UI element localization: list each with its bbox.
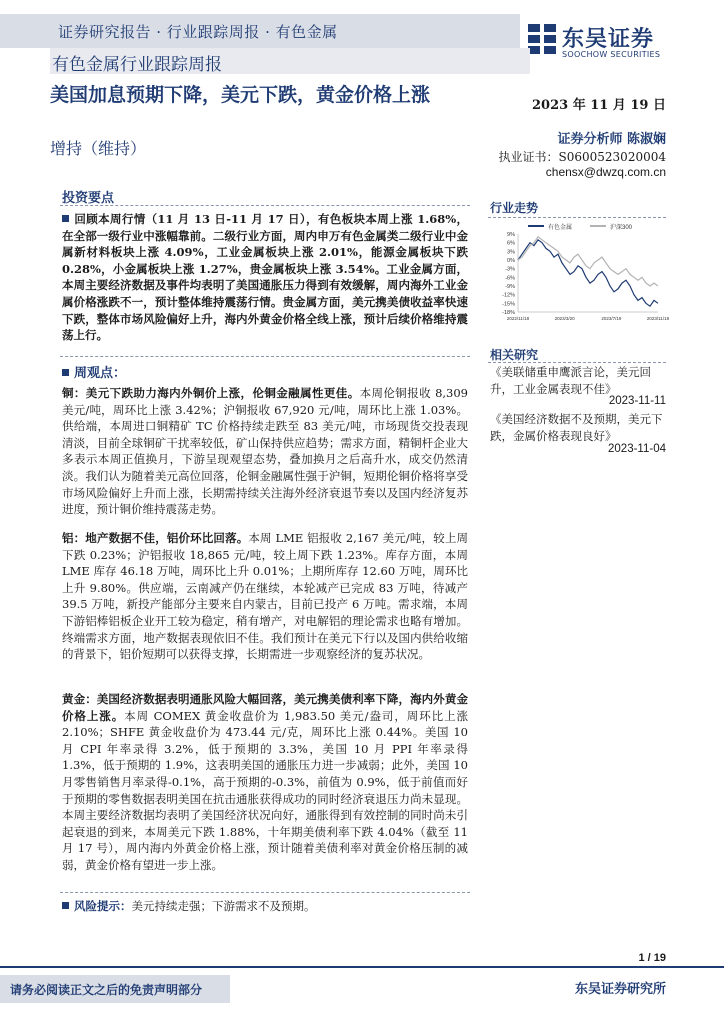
legend-label: 有色金属 [548,225,573,231]
section-divider [488,217,666,219]
section-divider [60,205,470,207]
invest-summary-text: 回顾本周行情（11 月 13 日-11 月 17 日），有色板块本周上涨 1.68%，在全部一级行业中涨幅靠前。二级行业方面，周内申万有色金属类二级行业中金属新材料板块上涨 4.09%，工业金属板块上涨 2.01%，能源金属板块下跌 0.28%，小金属板块上涨 1.27%，贵金属板块上涨 3.54%。工业金属方面，本周主要经济数据及事件均表明了美国通胀压力得到有效缓解，周内海外工业金属价格涨跌不一，预计整体维持震荡行情。贵金属方面，美元携美债收益率快速下跌，整体市场风险偏好上升，海内外黄金价格全线上涨，预计后续价格维持震荡上行。 [62,212,468,343]
risk-paragraph [62,898,468,915]
trend-title: 行业走势 [490,201,539,215]
related-item-2[interactable]: 《美国经济数据不及预期，美元下跌，金属价格表现良好》 [490,412,663,443]
y-tick-label: -9% [505,284,515,290]
risk-lead: 风险提示： [74,899,132,913]
copper-paragraph [62,385,468,518]
analyst-cert: 执业证书：S0600523020004 [498,150,666,164]
y-tick-label: 0% [507,258,515,264]
breadcrumb: 证券研究报告 · 行业跟踪周报 · 有色金属 [58,23,338,41]
gold-body: 本周 COMEX 黄金收盘价为 1,983.50 美元/盎司，周环比上涨 2.10%；SHFE 黄金收盘价为 473.44 元/克，周环比上涨 0.44%。美国 10 月 CPI 年率录得 3.2%，低于预期的 3.3%，美国 10 月 PPI 年率录得 1.3%，低于预期的 1.9%，这表明美国的通胀压力进一步减弱；此外，美国 10 月零售销售月率录得-0.1%，高于预期的-0.3%，前值为 0.9%，低于前值而好于预期的零售数据表明美国在抗击通胀获得成功的同时经济衰退压力尚未显现。本周主要经济数据均表明了美国经济状况向好，通胀得到有效控制的同时尚未引起衰退的到来，本周美元下跌 1.88%，十年期美债利率下跌 4.04%（截至 11 月 17 号），周内海内外黄金价格上涨，预计随着美债利率对黄金价格压制的减弱，黄金价格有望进一步上涨。 [62,708,468,872]
aluminum-paragraph [62,530,468,663]
section-divider [60,356,470,358]
legend-label: 沪深300 [610,225,633,231]
y-tick-label: -18% [502,310,515,316]
aluminum-body: 本周 LME 铝报收 2,167 美元/吨，较上周下跌 0.23%；沪铝报收 18,865 元/吨，较上周下跌 1.23%。库存方面，本周 LME 库存 46.18 万吨，周环比上升 0.01%；上期所库存 12.60 万吨，周环比上升 9.80%。供应端，云南减产仍在继续，本轮减产已完成 83 万吨，待减产 39.5 万吨，新投产能部分主要来自内蒙古，目前已投产 6 万吨。需求端，本周下游铝棒铝板企业开工较为稳定，稍有增产，对电解铝的理论需求也略有增加。终端需求方面，地产数据表现依旧不佳。我们预计在美元下行以及国内供给收缩的背景下，铝价短期可以获得支撑，长期需进一步观察经济的复苏状况。 [62,531,468,662]
y-tick-label: 9% [507,232,515,238]
disclaimer-band [0,975,230,1003]
footer-rule [0,966,724,968]
invest-summary [62,211,468,344]
y-tick-label: -15% [502,301,515,308]
related-date-2: 2023-11-04 [608,443,666,455]
weekly-title-text: 周观点： [74,366,127,381]
y-tick-label: -3% [505,266,515,273]
brand-logo [528,22,698,62]
y-tick-label: 3% [507,249,515,256]
report-type: 有色金属行业跟踪周报 [52,55,222,75]
logo-text-en: SOOCHOW SECURITIES [562,50,661,59]
header-band [0,14,520,48]
related-title: 相关研究 [490,348,539,362]
gold-lead: 黄金：美国经济数据表明通胀风险大幅回落，美元携美债利率下降，海内外黄金价格上涨。 [62,692,468,723]
y-tick-label: -12% [502,292,515,299]
y-tick-label: -6% [505,275,515,282]
rating-label: 增持（维持） [50,139,147,158]
series-line-csi300 [518,237,658,286]
disclaimer-text: 请务必阅读正文之后的免责声明部分 [10,983,203,997]
gold-paragraph [62,691,468,874]
copper-lead: 铜：美元下跌助力海内外铜价上涨，伦铜金融属性更佳。 [62,386,360,400]
logo-mark-icon [528,24,556,54]
bullet-square-icon [62,369,69,376]
risk-body: 美元持续走强；下游需求不及预期。 [131,899,316,913]
x-tick-label: 2022/11/18 [506,316,530,321]
page-number: 1 / 19 [638,952,666,964]
x-tick-label: 2023/3/20 [554,316,575,321]
related-date-1: 2023-11-11 [608,395,666,407]
report-type-band [50,48,530,74]
institute-name: 东吴证券研究所 [574,982,666,997]
report-date: 2023 年 11 月 19 日 [532,98,666,113]
bullet-square-icon [62,215,69,222]
logo-text-cn: 东吴证券 [562,27,655,52]
section-divider [60,892,470,894]
copper-body: 本周伦铜报收 8,309 美元/吨，周环比上涨 3.42%；沪铜报收 67,920 元/吨，周环比上涨 1.03%。供给端，本周进口铜精矿 TC 价格持续走跌至 83 美元/吨，市场现货交投表现清淡，目前全球铜矿干扰率较低，矿山保持供应趋势；需求方面，精铜杆企业大多表示本周正值换月，下游呈现观望态势，叠加换月之后高升水，成交仍然清淡。我们认为随着美元高位回落，伦铜金融属性强于沪铜，短期伦铜价格将享受市场风险偏好上升而上涨，长期需持续关注海外经济衰退节奏以及国内经济复苏进度，预计铜价维持震荡走势。 [62,386,468,517]
bullet-square-icon [62,902,69,909]
invest-section-title: 投资要点 [62,191,115,206]
series-line-nonferrous [518,240,658,306]
trend-chart [488,220,670,328]
analyst-email[interactable]: chensx@dwzq.com.cn [545,165,666,179]
x-tick-label: 2023/11/18 [646,316,670,321]
aluminum-lead: 铝：地产数据不佳，铝价环比回落。 [62,531,249,545]
weekly-section-title [62,362,126,381]
x-tick-label: 2023/7/19 [601,316,622,321]
y-tick-label: 6% [507,240,515,247]
analyst-name: 证券分析师 陈淑娴 [557,132,666,147]
page-title: 美国加息预期下降，美元下跌，黄金价格上涨 [50,84,431,106]
related-item-1[interactable]: 《美联储重申鹰派言论，美元回升，工业金属表现不佳》 [490,365,651,396]
